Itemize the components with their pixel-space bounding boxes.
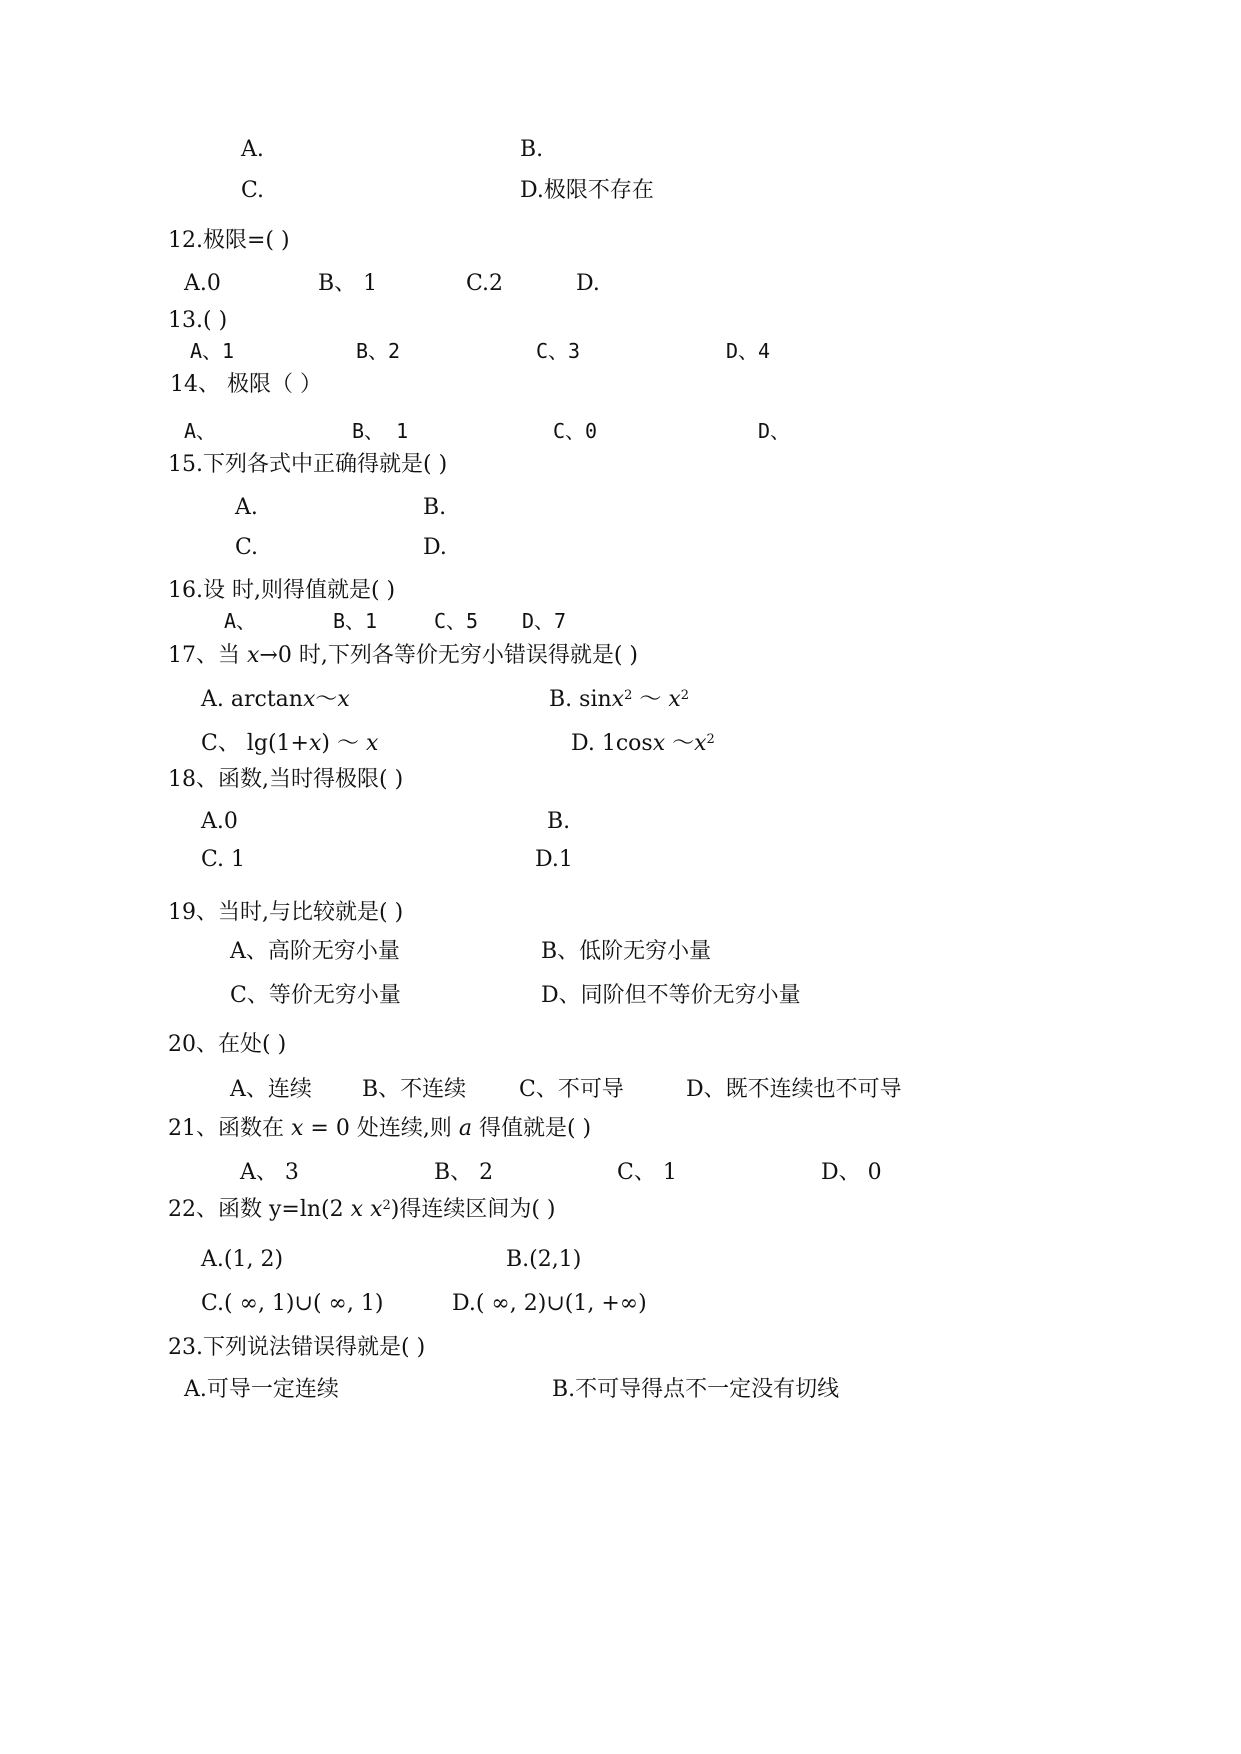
q13-option-a: A、1: [190, 339, 235, 363]
q11-option-b: B.: [520, 137, 544, 162]
q15-option-d: D.: [423, 535, 447, 560]
q19-option-c: C、等价无穷小量: [230, 983, 401, 1008]
q15-option-a: A.: [235, 495, 258, 520]
q23-option-b: B.不可导得点不一定没有切线: [552, 1377, 840, 1402]
q11-option-d: D.极限不存在: [520, 178, 654, 203]
q12-option-b: B、 1: [318, 271, 378, 296]
q18-option-d: D.1: [535, 847, 573, 872]
q18-option-b: B.: [547, 809, 571, 834]
q17-stem: 17、当 x→0 时,下列各等价无穷小错误得就是( ): [168, 643, 638, 668]
q14-option-c: C、0: [553, 419, 598, 443]
q17-option-b: B. sinx$^2$ ～ $x^2$: [549, 687, 690, 712]
q22-option-c: C.( ∞, 1)∪( ∞, 1): [201, 1291, 384, 1316]
q15-stem: 15.下列各式中正确得就是( ): [168, 452, 448, 477]
q14-option-b: B、 1: [352, 419, 409, 443]
q12-option-a: A.0: [184, 271, 221, 296]
q19-option-b: B、低阶无穷小量: [541, 939, 712, 964]
q18-option-c: C. 1: [201, 847, 246, 872]
q16-option-d: D、7: [522, 609, 567, 633]
q22-option-a: A.(1, 2): [201, 1247, 284, 1272]
q16-option-a: A、: [224, 609, 257, 633]
q22-stem: 22、函数 y=ln(2 x $x^2$)得连续区间为( ): [168, 1197, 556, 1222]
q17-option-c: C、 lg(1+x) ～ x: [201, 731, 379, 756]
q21-option-d: D、 0: [821, 1160, 882, 1185]
q22-option-d: D.( ∞, 2)∪(1, +∞): [452, 1291, 647, 1316]
q19-option-d: D、同阶但不等价无穷小量: [541, 983, 801, 1008]
q14-stem: 14、 极限（ ）: [170, 372, 322, 397]
q22-option-b: B.(2,1): [506, 1247, 582, 1272]
q17-option-a: A. arctanx～x: [201, 687, 350, 712]
q20-stem: 20、在处( ): [168, 1032, 287, 1057]
q21-option-c: C、 1: [617, 1160, 677, 1185]
q14-option-d: D、: [758, 419, 791, 443]
q19-stem: 19、当时,与比较就是( ): [168, 900, 404, 925]
q20-option-a: A、连续: [230, 1077, 312, 1102]
q15-option-b: B.: [423, 495, 447, 520]
q11-option-c: C.: [241, 178, 265, 203]
q20-option-d: D、既不连续也不可导: [686, 1077, 902, 1102]
q16-option-b: B、1: [333, 609, 378, 633]
q13-option-c: C、3: [536, 339, 581, 363]
q21-option-a: A、 3: [240, 1160, 299, 1185]
q13-option-b: B、2: [356, 339, 401, 363]
q20-option-b: B、不连续: [362, 1077, 467, 1102]
q18-stem: 18、函数,当时得极限( ): [168, 767, 404, 792]
q13-stem: 13.( ): [168, 308, 228, 333]
q12-option-c: C.2: [466, 271, 504, 296]
q15-option-c: C.: [235, 535, 259, 560]
q23-stem: 23.下列说法错误得就是( ): [168, 1335, 426, 1360]
q12-stem: 12.极限=( ): [168, 228, 290, 253]
q21-option-b: B、 2: [434, 1160, 494, 1185]
q13-option-d: D、4: [726, 339, 771, 363]
q12-option-d: D.: [576, 271, 600, 296]
q18-option-a: A.0: [201, 809, 238, 834]
q16-option-c: C、5: [434, 609, 479, 633]
q16-stem: 16.设 时,则得值就是( ): [168, 578, 396, 603]
q19-option-a: A、高阶无穷小量: [230, 939, 400, 964]
q20-option-c: C、不可导: [519, 1077, 624, 1102]
q21-stem: 21、函数在 x = 0 处连续,则 a 得值就是( ): [168, 1116, 592, 1141]
q11-option-a: A.: [241, 137, 264, 162]
q17-option-d: D. 1cosx $\sim x^2$: [571, 731, 715, 756]
q14-option-a: A、: [184, 419, 217, 443]
q23-option-a: A.可导一定连续: [184, 1377, 339, 1402]
